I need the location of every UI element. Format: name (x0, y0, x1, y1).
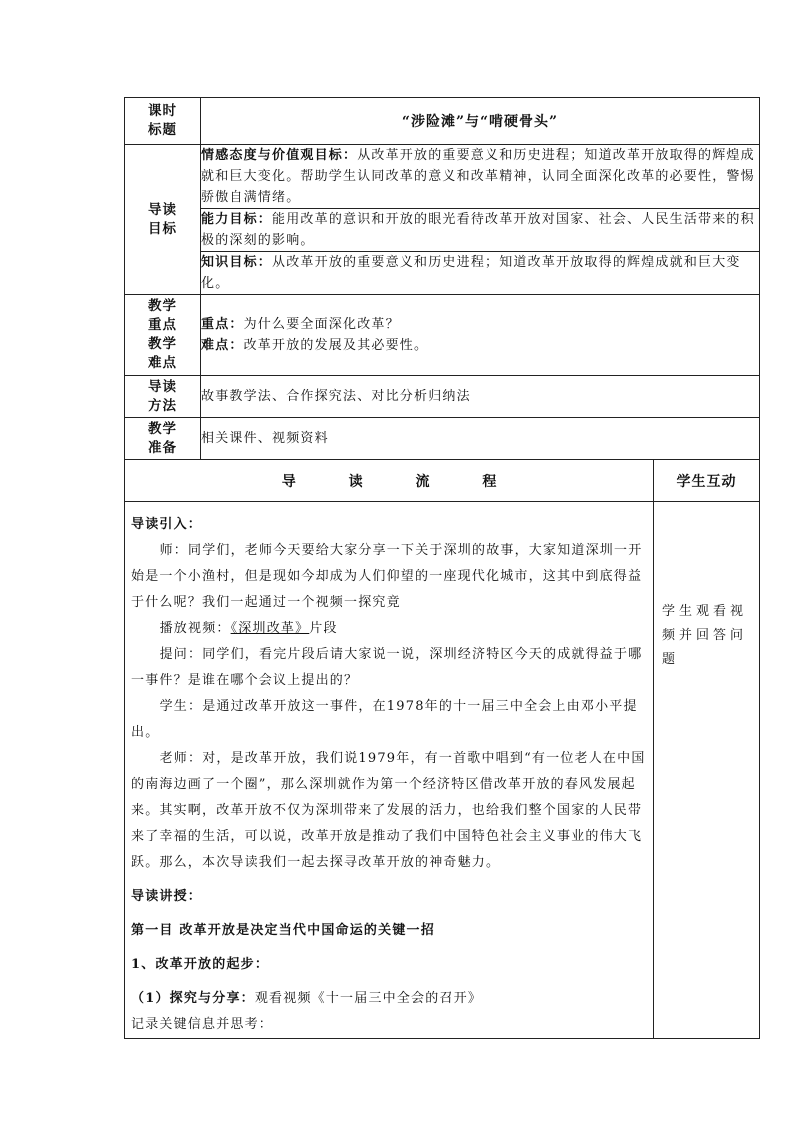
flow-header-char1: 导 (281, 473, 296, 490)
goal-emotion-label: 情感态度与价值观目标： (201, 148, 358, 163)
record-notes-line: 记录关键信息并思考： (131, 1017, 274, 1032)
flow-header-char4: 程 (482, 473, 497, 490)
question-paragraph: 提问：同学们，看完片段后请大家说一说，深圳经济特区今天的成就得益于哪一事件？是谁在哪个会议上提出的？ (131, 647, 643, 688)
student-answer-paragraph: 学生：是通过改革开放这一事件，在1978年的十一届三中全会上由邓小平提出。 (131, 699, 638, 740)
play-video-label: 播放视频： (159, 621, 231, 636)
difficult-text: 改革开放的发展及其必要性。 (243, 338, 429, 353)
goals-label-line2: 目标 (148, 220, 177, 237)
goal-knowledge-row (125, 252, 760, 295)
difficult-point-line (201, 335, 759, 356)
explore-share-line (131, 986, 647, 1012)
lesson-title: “涉险滩”与“啃硬骨头” (201, 98, 760, 145)
method-text: 故事教学法、合作探究法、对比分析归纳法 (201, 376, 760, 418)
play-video-suffix: 片段 (309, 621, 338, 636)
keypoints-cell (201, 295, 760, 376)
flow-header-char2: 读 (348, 473, 363, 490)
key-text: 为什么要全面深化改革？ (243, 317, 400, 332)
teacher-intro-paragraph: 师：同学们，老师今天要给大家分享一下关于深圳的故事，大家知道深圳一开始是一个小渔村，但是现如今却成为人们仰望的一座现代化城市，这其中到底得益于什么呢？我们一起通过一个视频一探究竟 (131, 543, 643, 610)
goal-knowledge-label: 知识目标： (201, 255, 273, 270)
goal-knowledge-cell (201, 252, 760, 295)
play-video-paragraph (131, 616, 647, 642)
prep-text: 相关课件、视频资料 (201, 418, 760, 460)
lesson-plan-table (124, 97, 760, 1039)
explore-share-label: （1）探究与分享： (131, 991, 255, 1006)
keypoints-label-line2: 重点 (148, 317, 177, 333)
flow-content (125, 502, 654, 1039)
teacher-response-paragraph: 老师：对，是改革开放，我们说1979年，有一首歌中唱到“有一位老人在中国的南海边画了一个圈”，那么深圳就作为第一个经济特区借改革开放的春风发展起来。其实啊，改革开放不仅为深圳带来了发展的活力，也给我们整个国家的人民带来了幸福的生活，可以说，改革开放是推动了我们中国特色社会主义事业的伟大飞跃。那么，本次导读我们一起去探寻改革开放的神奇魅力。 (131, 751, 646, 870)
flow-header-row (125, 460, 760, 502)
goal-ability-text: 能用改革的意识和开放的眼光看待改革开放对国家、社会、人民生活带来的积极的深刻的影响。 (201, 212, 755, 248)
key-label: 重点： (201, 317, 244, 332)
keypoints-label-line4: 难点 (148, 355, 177, 371)
student-interaction-cell: 学生观看视频并回答问题 (654, 502, 760, 1039)
goal-ability-row (125, 209, 760, 252)
goal-emotion-cell (201, 145, 760, 209)
method-label-cell (125, 376, 201, 418)
lesson-plan-page (124, 97, 759, 1039)
goal-emotion-text: 从改革开放的重要意义和历史进程；知道改革开放取得的辉煌成就和巨大变化。帮助学生认同改革的意义和改革精神，认同全面深化改革的必要性，警惕骄傲自满情绪。 (201, 148, 755, 205)
keypoints-row (125, 295, 760, 376)
key-point-line (201, 314, 759, 335)
flow-header-char3: 流 (415, 473, 430, 490)
subsection-one-heading: 1、改革开放的起步： (131, 957, 270, 972)
goal-knowledge-text: 从改革开放的重要意义和历史进程；知道改革开放取得的辉煌成就和巨大变化。 (201, 255, 741, 291)
prep-label-line1: 教学 (148, 420, 177, 437)
method-label-line2: 方法 (148, 397, 177, 414)
prep-label-cell (125, 418, 201, 460)
method-label-line1: 导读 (148, 378, 177, 395)
title-label-cell (125, 98, 201, 145)
goals-label-cell (125, 145, 201, 295)
prep-row (125, 418, 760, 460)
goal-emotion-row (125, 145, 760, 209)
title-row (125, 98, 760, 145)
explore-share-text: 观看视频《十一届三中全会的召开》 (254, 991, 483, 1006)
prep-label-line2: 准备 (148, 439, 177, 456)
difficult-label: 难点： (201, 338, 244, 353)
video-title-link[interactable]: 《深圳改革》 (230, 621, 310, 636)
keypoints-label-line1: 教学 (148, 298, 177, 314)
section-one-heading: 第一目 改革开放是决定当代中国命运的关键一招 (131, 923, 435, 938)
intro-heading: 导读引入： (131, 517, 203, 532)
goal-ability-cell (201, 209, 760, 252)
title-label-line1: 课时 (148, 103, 177, 119)
title-label-line2: 标题 (148, 122, 177, 138)
goals-label-line1: 导读 (148, 201, 177, 218)
lecture-heading: 导读讲授： (131, 889, 203, 904)
method-row (125, 376, 760, 418)
flow-body-row (125, 502, 760, 1039)
goal-ability-label: 能力目标： (201, 212, 273, 227)
student-interaction-header: 学生互动 (654, 460, 760, 502)
flow-header (125, 460, 654, 502)
keypoints-label-line3: 教学 (148, 336, 177, 352)
keypoints-label-cell (125, 295, 201, 376)
